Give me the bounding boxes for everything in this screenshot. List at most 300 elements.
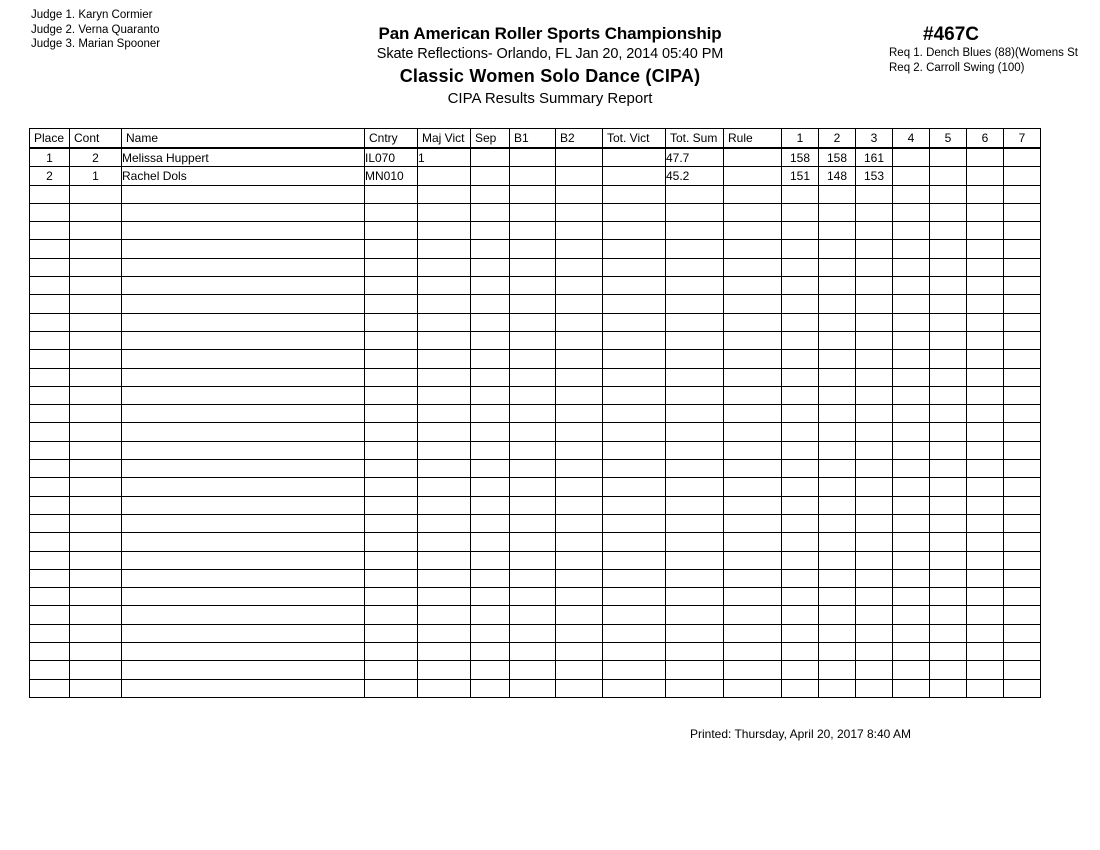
cell-judge-score-7 [1004,240,1041,258]
cell-b1 [510,331,556,349]
table-row [30,240,1041,258]
cell-cont [70,441,122,459]
cell-place [30,551,70,569]
table-row [30,148,1041,167]
cell-judge-score-7 [1004,313,1041,331]
cell-place [30,203,70,221]
cell-judge-score-4 [893,295,930,313]
cell-b2 [556,460,603,478]
cell-tot-sum [666,350,724,368]
cell-judge-score-4 [893,460,930,478]
column-header-judge-2: 2 [819,129,856,149]
cell-judge-score-4 [893,441,930,459]
cell-cntry [365,514,418,532]
cell-judge-score-6 [967,569,1004,587]
cell-maj-vict [418,258,471,276]
cell-judge-score-2: 148 [819,167,856,185]
cell-b2 [556,258,603,276]
venue-datetime-line: Skate Reflections- Orlando, FL Jan 20, 2014 05:40 PM [376,46,724,62]
column-header-judge-3: 3 [856,129,893,149]
cell-tot-vict [603,679,666,697]
cell-b1 [510,624,556,642]
cell-tot-sum: 45.2 [666,167,724,185]
cell-sep [471,496,510,514]
cell-maj-vict [418,441,471,459]
report-title-block [250,23,850,110]
cell-sep [471,661,510,679]
cell-judge-score-1 [782,350,819,368]
cell-tot-sum [666,277,724,295]
cell-judge-score-4 [893,405,930,423]
cell-cont [70,478,122,496]
cell-judge-score-6 [967,295,1004,313]
cell-judge-score-4 [893,643,930,661]
table-row [30,533,1041,551]
cell-place [30,606,70,624]
cell-cntry [365,460,418,478]
cell-b2 [556,368,603,386]
cell-judge-score-5 [930,368,967,386]
cell-place [30,423,70,441]
cell-judge-score-7 [1004,258,1041,276]
cell-tot-vict [603,643,666,661]
cell-judge-score-1 [782,478,819,496]
cell-rule [724,295,782,313]
cell-judge-score-4 [893,551,930,569]
cell-sep [471,185,510,203]
cell-b2 [556,240,603,258]
cell-rule [724,167,782,185]
cell-judge-score-4 [893,148,930,167]
cell-judge-score-3 [856,643,893,661]
cell-judge-score-4 [893,496,930,514]
cell-judge-score-5 [930,277,967,295]
cell-judge-score-3 [856,258,893,276]
cell-judge-score-7 [1004,643,1041,661]
cell-b2 [556,643,603,661]
table-header-row [30,129,1041,149]
cell-judge-score-1 [782,606,819,624]
cell-b1 [510,313,556,331]
report-subtitle: CIPA Results Summary Report [447,90,653,107]
table-row [30,277,1041,295]
column-header-cont: Cont [70,129,122,149]
table-row [30,478,1041,496]
cell-judge-score-4 [893,258,930,276]
cell-judge-score-1 [782,679,819,697]
cell-cont [70,222,122,240]
cell-cntry [365,569,418,587]
cell-name [122,569,365,587]
cell-judge-score-3 [856,496,893,514]
cell-name [122,478,365,496]
cell-maj-vict [418,606,471,624]
cell-judge-score-2 [819,423,856,441]
cell-b2 [556,313,603,331]
cell-judge-score-3: 161 [856,148,893,167]
cell-tot-vict [603,514,666,532]
cell-judge-score-1 [782,331,819,349]
cell-place [30,569,70,587]
cell-cont [70,368,122,386]
cell-judge-score-6 [967,533,1004,551]
cell-judge-score-2 [819,533,856,551]
cell-sep [471,514,510,532]
cell-b1 [510,514,556,532]
table-row [30,606,1041,624]
column-header-judge-1: 1 [782,129,819,149]
cell-judge-score-7 [1004,460,1041,478]
cell-maj-vict [418,588,471,606]
cell-judge-score-4 [893,313,930,331]
cell-judge-score-3 [856,569,893,587]
cell-name [122,203,365,221]
cell-b2 [556,441,603,459]
cell-sep [471,624,510,642]
table-row [30,203,1041,221]
cell-sep [471,460,510,478]
cell-judge-score-5 [930,148,967,167]
cell-judge-score-2 [819,551,856,569]
cell-tot-vict [603,295,666,313]
cell-b2 [556,167,603,185]
cell-judge-score-1: 158 [782,148,819,167]
cell-tot-vict [603,368,666,386]
cell-judge-score-4 [893,331,930,349]
cell-cont [70,277,122,295]
cell-judge-score-7 [1004,368,1041,386]
cell-judge-score-5 [930,514,967,532]
cell-place [30,441,70,459]
cell-cont [70,643,122,661]
cell-tot-vict [603,386,666,404]
cell-judge-score-3 [856,441,893,459]
table-row [30,313,1041,331]
cell-place [30,350,70,368]
judge-line: Judge 2. Verna Quaranto [31,23,160,36]
cell-judge-score-5 [930,460,967,478]
cell-tot-vict [603,331,666,349]
cell-rule [724,478,782,496]
cell-name [122,368,365,386]
cell-tot-vict [603,496,666,514]
cell-judge-score-2 [819,222,856,240]
requirement-line: Req 2. Carroll Swing (100) [889,61,1025,74]
column-header-maj-vict: Maj Vict [418,129,471,149]
cell-tot-vict [603,240,666,258]
cell-tot-sum [666,185,724,203]
cell-b2 [556,533,603,551]
column-header-tot-vict: Tot. Vict [603,129,666,149]
cell-judge-score-7 [1004,423,1041,441]
cell-judge-score-2 [819,386,856,404]
cell-cntry [365,624,418,642]
cell-maj-vict [418,496,471,514]
cell-sep [471,313,510,331]
cell-judge-score-3 [856,624,893,642]
cell-rule [724,606,782,624]
cell-name [122,313,365,331]
cell-b1 [510,368,556,386]
cell-judge-score-7 [1004,148,1041,167]
cell-judge-score-2 [819,405,856,423]
cell-tot-vict [603,478,666,496]
cell-b1 [510,441,556,459]
cell-judge-score-2 [819,331,856,349]
cell-b2 [556,423,603,441]
cell-maj-vict [418,460,471,478]
cell-judge-score-5 [930,350,967,368]
cell-place [30,405,70,423]
cell-judge-score-2 [819,569,856,587]
table-row [30,386,1041,404]
cell-cont [70,569,122,587]
cell-place: 2 [30,167,70,185]
cell-judge-score-5 [930,405,967,423]
cell-judge-score-2 [819,368,856,386]
cell-name: Melissa Huppert [122,148,365,167]
cell-judge-score-7 [1004,405,1041,423]
cell-judge-score-2 [819,240,856,258]
cell-judge-score-4 [893,679,930,697]
cell-b2 [556,203,603,221]
cell-name [122,606,365,624]
cell-judge-score-1 [782,514,819,532]
cell-tot-vict [603,569,666,587]
cell-cont [70,551,122,569]
column-header-cntry: Cntry [365,129,418,149]
cell-judge-score-7 [1004,203,1041,221]
cell-cont [70,405,122,423]
cell-cont [70,588,122,606]
cell-judge-score-6 [967,167,1004,185]
table-row [30,624,1041,642]
cell-judge-score-1 [782,441,819,459]
cell-judge-score-5 [930,313,967,331]
cell-judge-score-3 [856,588,893,606]
cell-judge-score-1 [782,185,819,203]
cell-judge-score-4 [893,533,930,551]
cell-judge-score-6 [967,277,1004,295]
cell-rule [724,185,782,203]
cell-sep [471,569,510,587]
cell-judge-score-6 [967,258,1004,276]
cell-rule [724,405,782,423]
cell-cont [70,679,122,697]
cell-tot-sum [666,240,724,258]
cell-name: Rachel Dols [122,167,365,185]
cell-judge-score-7 [1004,277,1041,295]
cell-tot-sum [666,203,724,221]
cell-judge-score-2: 158 [819,148,856,167]
cell-name [122,496,365,514]
cell-tot-vict [603,441,666,459]
cell-judge-score-7 [1004,588,1041,606]
cell-b1 [510,423,556,441]
cell-judge-score-7 [1004,167,1041,185]
cell-sep [471,405,510,423]
cell-b2 [556,277,603,295]
cell-b1 [510,606,556,624]
cell-maj-vict [418,423,471,441]
cell-place [30,277,70,295]
cell-judge-score-2 [819,185,856,203]
table-row [30,423,1041,441]
cell-b2 [556,514,603,532]
cell-judge-score-5 [930,203,967,221]
cell-judge-score-2 [819,277,856,295]
cell-b2 [556,679,603,697]
judge-line: Judge 1. Karyn Cormier [31,9,153,21]
cell-place [30,240,70,258]
results-table [29,128,1041,698]
cell-b1 [510,478,556,496]
cell-maj-vict [418,203,471,221]
cell-judge-score-5 [930,258,967,276]
cell-name [122,331,365,349]
cell-maj-vict [418,295,471,313]
cell-judge-score-7 [1004,551,1041,569]
cell-tot-vict [603,167,666,185]
cell-judge-score-3 [856,331,893,349]
cell-b2 [556,478,603,496]
cell-cntry [365,368,418,386]
cell-judge-score-3 [856,185,893,203]
cell-judge-score-4 [893,423,930,441]
cell-tot-vict [603,148,666,167]
printed-timestamp: Printed: Thursday, April 20, 2017 8:40 AM [690,727,912,741]
cell-judge-score-5 [930,240,967,258]
cell-cntry: IL070 [365,148,418,167]
cell-name [122,295,365,313]
cell-judge-score-5 [930,441,967,459]
table-row [30,514,1041,532]
cell-judge-score-3 [856,277,893,295]
cell-judge-score-6 [967,478,1004,496]
cell-tot-sum [666,643,724,661]
cell-place [30,368,70,386]
cell-b1 [510,386,556,404]
cell-place [30,258,70,276]
cell-sep [471,533,510,551]
cell-maj-vict [418,514,471,532]
cell-b2 [556,624,603,642]
column-header-name: Name [122,129,365,149]
cell-b2 [556,551,603,569]
cell-tot-sum [666,368,724,386]
cell-judge-score-3 [856,514,893,532]
cell-maj-vict [418,368,471,386]
cell-cntry [365,258,418,276]
cell-cont [70,258,122,276]
cell-b2 [556,222,603,240]
cell-judge-score-6 [967,386,1004,404]
cell-sep [471,478,510,496]
cell-tot-vict [603,460,666,478]
cell-judge-score-6 [967,240,1004,258]
cell-maj-vict [418,533,471,551]
cell-b1 [510,350,556,368]
cell-tot-vict [603,313,666,331]
cell-b2 [556,661,603,679]
cell-judge-score-5 [930,606,967,624]
cell-name [122,441,365,459]
table-row [30,331,1041,349]
cell-sep [471,148,510,167]
cell-tot-vict [603,405,666,423]
cell-rule [724,441,782,459]
cell-judge-score-6 [967,203,1004,221]
cell-name [122,679,365,697]
cell-name [122,643,365,661]
cell-judge-score-4 [893,240,930,258]
cell-judge-score-4 [893,569,930,587]
cell-cont [70,331,122,349]
event-info-block [860,23,1100,75]
cell-rule [724,460,782,478]
cell-cont [70,203,122,221]
cell-cont: 2 [70,148,122,167]
cell-tot-sum [666,551,724,569]
cell-tot-sum [666,313,724,331]
cell-judge-score-6 [967,423,1004,441]
cell-judge-score-2 [819,643,856,661]
cell-tot-vict [603,624,666,642]
cell-place [30,496,70,514]
cell-cntry [365,222,418,240]
cell-place [30,514,70,532]
cell-place [30,679,70,697]
judges-panel [31,8,160,52]
table-row [30,258,1041,276]
cell-maj-vict [418,386,471,404]
cell-judge-score-6 [967,313,1004,331]
cell-tot-sum [666,661,724,679]
cell-sep [471,551,510,569]
cell-maj-vict [418,478,471,496]
cell-b2 [556,588,603,606]
column-header-judge-4: 4 [893,129,930,149]
cell-b2 [556,606,603,624]
cell-tot-vict [603,185,666,203]
table-row [30,551,1041,569]
cell-rule [724,350,782,368]
results-table-body [30,148,1041,697]
cell-judge-score-2 [819,661,856,679]
cell-judge-score-3 [856,203,893,221]
cell-judge-score-7 [1004,533,1041,551]
cell-cont [70,533,122,551]
cell-judge-score-4 [893,350,930,368]
cell-tot-sum [666,679,724,697]
division-title: Classic Women Solo Dance (CIPA) [399,66,701,86]
cell-tot-vict [603,350,666,368]
cell-judge-score-7 [1004,331,1041,349]
requirement-line: Req 1. Dench Blues (88)(Womens St [889,47,1078,59]
cell-cntry [365,240,418,258]
cell-judge-score-1 [782,551,819,569]
cell-cntry [365,386,418,404]
cell-judge-score-7 [1004,185,1041,203]
cell-judge-score-5 [930,167,967,185]
cell-judge-score-1 [782,258,819,276]
cell-b2 [556,386,603,404]
cell-tot-vict [603,588,666,606]
cell-judge-score-7 [1004,222,1041,240]
cell-cntry [365,331,418,349]
event-number: #467C [923,24,979,45]
cell-judge-score-1 [782,643,819,661]
